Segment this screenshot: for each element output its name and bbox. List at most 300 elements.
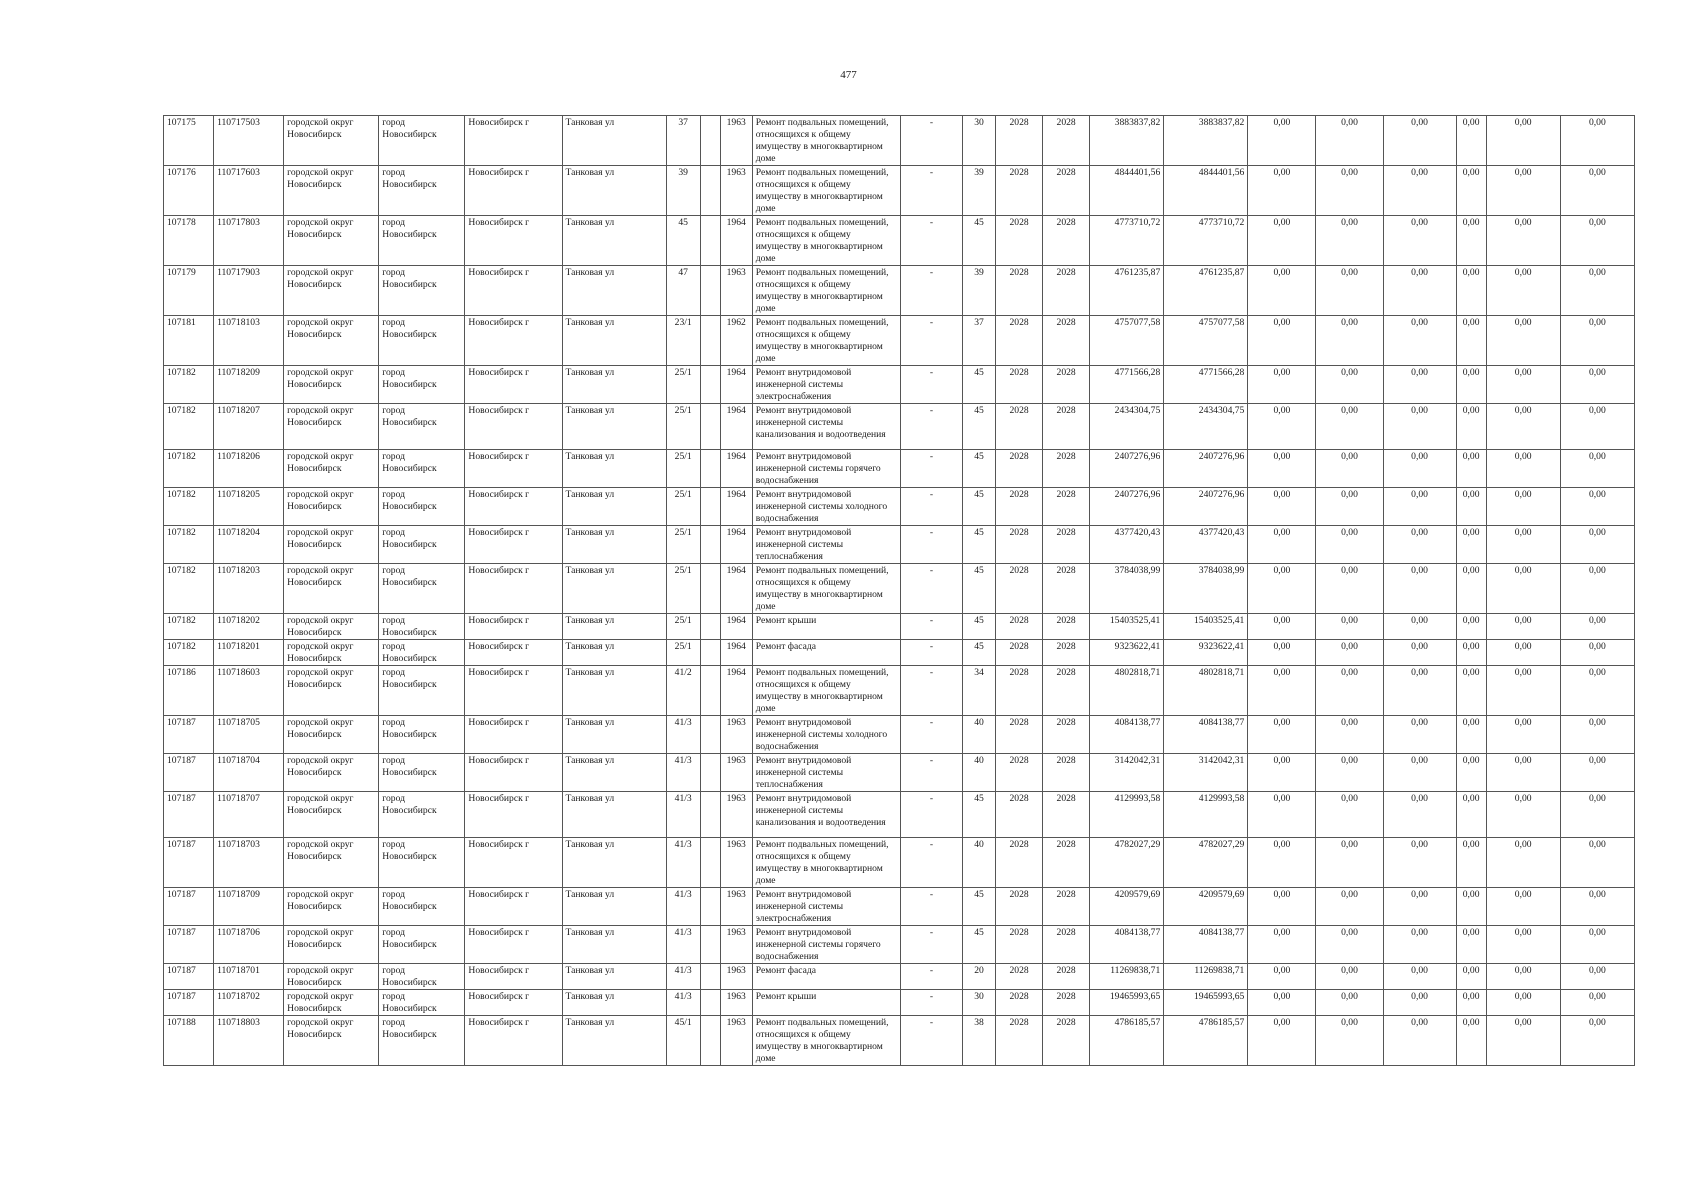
capital-repair-table [163, 115, 1635, 1066]
cell-building [700, 754, 720, 792]
cell-municipal-district: городской округ Новосибирск [284, 926, 379, 964]
cell-cost-regional: 0,00 [1316, 564, 1383, 614]
cell-cost-fund: 2407276,96 [1164, 450, 1248, 488]
cell-plan-year-start: 2028 [996, 316, 1043, 366]
cell-cost-owners: 0,00 [1486, 716, 1560, 754]
cell-cost-local: 0,00 [1383, 404, 1456, 450]
cell-work-id: 110718705 [214, 716, 284, 754]
cell-build-year: 1963 [720, 166, 752, 216]
cell-cost-fund: 4844401,56 [1164, 166, 1248, 216]
cell-locality: Новосибирск г [465, 838, 562, 888]
table-row [164, 754, 1635, 792]
cell-cost-fund: 4802818,71 [1164, 666, 1248, 716]
cell-wear-percent: 39 [963, 266, 996, 316]
cell-cost-fund: 4084138,77 [1164, 926, 1248, 964]
cell-cost-other: 0,00 [1456, 564, 1486, 614]
table-row [164, 404, 1635, 450]
cell-dash: - [900, 488, 962, 526]
cell-street: Танковая ул [562, 564, 666, 614]
cell-locality: Новосибирск г [465, 1016, 562, 1066]
cell-build-year: 1964 [720, 450, 752, 488]
cell-building [700, 964, 720, 990]
cell-dash: - [900, 754, 962, 792]
cell-plan-year-start: 2028 [996, 964, 1043, 990]
cell-cost-fund: 3883837,82 [1164, 116, 1248, 166]
table-row [164, 316, 1635, 366]
cell-building [700, 1016, 720, 1066]
cell-wear-percent: 37 [963, 316, 996, 366]
cell-cost-owners: 0,00 [1486, 964, 1560, 990]
cell-street: Танковая ул [562, 316, 666, 366]
cell-cost-other: 0,00 [1456, 116, 1486, 166]
cell-street: Танковая ул [562, 526, 666, 564]
cell-street: Танковая ул [562, 614, 666, 640]
table-row [164, 266, 1635, 316]
cell-plan-year-start: 2028 [996, 266, 1043, 316]
cell-dash: - [900, 166, 962, 216]
cell-cost-owners: 0,00 [1486, 116, 1560, 166]
cell-settlement: город Новосибирск [379, 316, 465, 366]
cell-cost-other: 0,00 [1456, 266, 1486, 316]
cell-cost-fund: 4129993,58 [1164, 792, 1248, 838]
cell-build-year: 1963 [720, 716, 752, 754]
cell-settlement: город Новосибирск [379, 614, 465, 640]
cell-dash: - [900, 216, 962, 266]
table-row [164, 366, 1635, 404]
cell-settlement: город Новосибирск [379, 1016, 465, 1066]
cell-cost-local: 0,00 [1383, 614, 1456, 640]
cell-street: Танковая ул [562, 716, 666, 754]
cell-building [700, 116, 720, 166]
cell-work-type: Ремонт внутридомовой инженерной системы канализования и водоотведения [752, 792, 900, 838]
cell-locality: Новосибирск г [465, 640, 562, 666]
cell-cost-local: 0,00 [1383, 564, 1456, 614]
cell-dash: - [900, 838, 962, 888]
cell-record-id: 107175 [164, 116, 214, 166]
cell-building [700, 526, 720, 564]
cell-plan-year-end: 2028 [1043, 990, 1090, 1016]
cell-plan-year-start: 2028 [996, 166, 1043, 216]
cell-cost-federal: 0,00 [1248, 716, 1316, 754]
cell-cost-local: 0,00 [1383, 754, 1456, 792]
cell-cost-local: 0,00 [1383, 926, 1456, 964]
cell-cost-regional: 0,00 [1316, 888, 1383, 926]
cell-cost-local: 0,00 [1383, 526, 1456, 564]
cell-cost-fund: 2434304,75 [1164, 404, 1248, 450]
cell-cost-total: 4802818,71 [1090, 666, 1164, 716]
cell-record-id: 107182 [164, 564, 214, 614]
cell-build-year: 1964 [720, 564, 752, 614]
cell-municipal-district: городской округ Новосибирск [284, 640, 379, 666]
cell-wear-percent: 45 [963, 614, 996, 640]
cell-cost-owners: 0,00 [1486, 1016, 1560, 1066]
cell-settlement: город Новосибирск [379, 666, 465, 716]
cell-building [700, 316, 720, 366]
table-row [164, 792, 1635, 838]
cell-work-id: 110718703 [214, 838, 284, 888]
cell-building [700, 266, 720, 316]
cell-municipal-district: городской округ Новосибирск [284, 564, 379, 614]
cell-work-id: 110718207 [214, 404, 284, 450]
cell-dash: - [900, 888, 962, 926]
cell-build-year: 1963 [720, 964, 752, 990]
cell-plan-year-start: 2028 [996, 754, 1043, 792]
cell-plan-year-end: 2028 [1043, 926, 1090, 964]
cell-municipal-district: городской округ Новосибирск [284, 488, 379, 526]
cell-house-number: 25/1 [666, 614, 700, 640]
cell-street: Танковая ул [562, 450, 666, 488]
cell-municipal-district: городской округ Новосибирск [284, 964, 379, 990]
cell-cost-local: 0,00 [1383, 316, 1456, 366]
cell-municipal-district: городской округ Новосибирск [284, 666, 379, 716]
table-row [164, 666, 1635, 716]
cell-cost-regional: 0,00 [1316, 316, 1383, 366]
cell-work-type: Ремонт внутридомовой инженерной системы электроснабжения [752, 888, 900, 926]
cell-street: Танковая ул [562, 666, 666, 716]
cell-cost-other: 0,00 [1456, 366, 1486, 404]
cell-locality: Новосибирск г [465, 792, 562, 838]
cell-plan-year-end: 2028 [1043, 838, 1090, 888]
cell-cost-local: 0,00 [1383, 216, 1456, 266]
cell-street: Танковая ул [562, 166, 666, 216]
cell-plan-year-end: 2028 [1043, 404, 1090, 450]
cell-cost-federal: 0,00 [1248, 404, 1316, 450]
cell-building [700, 888, 720, 926]
cell-work-type: Ремонт фасада [752, 640, 900, 666]
cell-settlement: город Новосибирск [379, 754, 465, 792]
cell-house-number: 41/3 [666, 990, 700, 1016]
cell-street: Танковая ул [562, 116, 666, 166]
cell-record-id: 107182 [164, 488, 214, 526]
cell-cost-extra: 0,00 [1560, 166, 1634, 216]
cell-locality: Новосибирск г [465, 754, 562, 792]
cell-locality: Новосибирск г [465, 666, 562, 716]
cell-work-id: 110718701 [214, 964, 284, 990]
cell-dash: - [900, 1016, 962, 1066]
cell-building [700, 166, 720, 216]
cell-build-year: 1964 [720, 666, 752, 716]
cell-plan-year-end: 2028 [1043, 366, 1090, 404]
cell-street: Танковая ул [562, 488, 666, 526]
cell-plan-year-end: 2028 [1043, 526, 1090, 564]
cell-record-id: 107182 [164, 450, 214, 488]
cell-cost-other: 0,00 [1456, 888, 1486, 926]
cell-plan-year-end: 2028 [1043, 266, 1090, 316]
cell-cost-fund: 4761235,87 [1164, 266, 1248, 316]
cell-cost-regional: 0,00 [1316, 404, 1383, 450]
cell-cost-owners: 0,00 [1486, 888, 1560, 926]
cell-wear-percent: 40 [963, 716, 996, 754]
cell-cost-regional: 0,00 [1316, 964, 1383, 990]
cell-cost-total: 15403525,41 [1090, 614, 1164, 640]
cell-build-year: 1963 [720, 1016, 752, 1066]
cell-house-number: 39 [666, 166, 700, 216]
cell-record-id: 107179 [164, 266, 214, 316]
cell-house-number: 25/1 [666, 488, 700, 526]
cell-plan-year-end: 2028 [1043, 564, 1090, 614]
cell-house-number: 45 [666, 216, 700, 266]
cell-wear-percent: 20 [963, 964, 996, 990]
cell-cost-local: 0,00 [1383, 964, 1456, 990]
cell-dash: - [900, 926, 962, 964]
cell-settlement: город Новосибирск [379, 716, 465, 754]
cell-cost-regional: 0,00 [1316, 526, 1383, 564]
cell-cost-other: 0,00 [1456, 404, 1486, 450]
cell-cost-federal: 0,00 [1248, 266, 1316, 316]
cell-cost-owners: 0,00 [1486, 754, 1560, 792]
cell-cost-other: 0,00 [1456, 792, 1486, 838]
cell-cost-total: 4761235,87 [1090, 266, 1164, 316]
cell-plan-year-start: 2028 [996, 614, 1043, 640]
cell-cost-regional: 0,00 [1316, 488, 1383, 526]
cell-house-number: 41/3 [666, 716, 700, 754]
cell-cost-owners: 0,00 [1486, 990, 1560, 1016]
cell-locality: Новосибирск г [465, 116, 562, 166]
cell-building [700, 614, 720, 640]
cell-work-type: Ремонт внутридомовой инженерной системы холодного водоснабжения [752, 488, 900, 526]
cell-locality: Новосибирск г [465, 316, 562, 366]
cell-build-year: 1964 [720, 614, 752, 640]
cell-cost-federal: 0,00 [1248, 1016, 1316, 1066]
cell-wear-percent: 30 [963, 116, 996, 166]
cell-dash: - [900, 116, 962, 166]
cell-cost-other: 0,00 [1456, 166, 1486, 216]
cell-plan-year-start: 2028 [996, 366, 1043, 404]
cell-cost-total: 3142042,31 [1090, 754, 1164, 792]
cell-plan-year-start: 2028 [996, 888, 1043, 926]
cell-cost-extra: 0,00 [1560, 488, 1634, 526]
cell-plan-year-start: 2028 [996, 838, 1043, 888]
cell-plan-year-end: 2028 [1043, 116, 1090, 166]
cell-cost-local: 0,00 [1383, 838, 1456, 888]
cell-record-id: 107187 [164, 716, 214, 754]
cell-work-type: Ремонт подвальных помещений, относящихся к общему имуществу в многоквартирном доме [752, 564, 900, 614]
cell-cost-total: 4786185,57 [1090, 1016, 1164, 1066]
cell-cost-regional: 0,00 [1316, 926, 1383, 964]
cell-cost-extra: 0,00 [1560, 838, 1634, 888]
cell-cost-owners: 0,00 [1486, 564, 1560, 614]
cell-cost-federal: 0,00 [1248, 888, 1316, 926]
cell-wear-percent: 45 [963, 216, 996, 266]
cell-record-id: 107188 [164, 1016, 214, 1066]
cell-wear-percent: 45 [963, 888, 996, 926]
cell-locality: Новосибирск г [465, 526, 562, 564]
cell-work-type: Ремонт внутридомовой инженерной системы горячего водоснабжения [752, 926, 900, 964]
cell-building [700, 404, 720, 450]
cell-settlement: город Новосибирск [379, 564, 465, 614]
cell-cost-local: 0,00 [1383, 366, 1456, 404]
cell-cost-federal: 0,00 [1248, 640, 1316, 666]
cell-build-year: 1962 [720, 316, 752, 366]
cell-cost-federal: 0,00 [1248, 216, 1316, 266]
cell-building [700, 564, 720, 614]
cell-cost-total: 19465993,65 [1090, 990, 1164, 1016]
cell-cost-total: 4771566,28 [1090, 366, 1164, 404]
cell-plan-year-start: 2028 [996, 216, 1043, 266]
cell-record-id: 107187 [164, 888, 214, 926]
cell-settlement: город Новосибирск [379, 166, 465, 216]
cell-cost-federal: 0,00 [1248, 964, 1316, 990]
cell-cost-regional: 0,00 [1316, 614, 1383, 640]
cell-house-number: 41/2 [666, 666, 700, 716]
cell-plan-year-end: 2028 [1043, 716, 1090, 754]
cell-plan-year-start: 2028 [996, 564, 1043, 614]
cell-cost-total: 4844401,56 [1090, 166, 1164, 216]
cell-cost-other: 0,00 [1456, 964, 1486, 990]
cell-cost-other: 0,00 [1456, 990, 1486, 1016]
cell-cost-regional: 0,00 [1316, 450, 1383, 488]
cell-wear-percent: 40 [963, 838, 996, 888]
cell-street: Танковая ул [562, 266, 666, 316]
cell-work-type: Ремонт фасада [752, 964, 900, 990]
cell-cost-local: 0,00 [1383, 488, 1456, 526]
cell-cost-extra: 0,00 [1560, 614, 1634, 640]
cell-plan-year-end: 2028 [1043, 666, 1090, 716]
table-row [164, 614, 1635, 640]
cell-wear-percent: 30 [963, 990, 996, 1016]
cell-house-number: 41/3 [666, 754, 700, 792]
cell-record-id: 107182 [164, 404, 214, 450]
cell-work-type: Ремонт крыши [752, 614, 900, 640]
cell-plan-year-start: 2028 [996, 640, 1043, 666]
cell-settlement: город Новосибирск [379, 488, 465, 526]
cell-house-number: 25/1 [666, 640, 700, 666]
cell-wear-percent: 45 [963, 450, 996, 488]
cell-cost-fund: 4377420,43 [1164, 526, 1248, 564]
cell-settlement: город Новосибирск [379, 792, 465, 838]
cell-build-year: 1964 [720, 366, 752, 404]
cell-building [700, 216, 720, 266]
cell-building [700, 838, 720, 888]
cell-house-number: 41/3 [666, 838, 700, 888]
cell-cost-total: 4773710,72 [1090, 216, 1164, 266]
cell-locality: Новосибирск г [465, 366, 562, 404]
cell-house-number: 41/3 [666, 926, 700, 964]
table-row [164, 1016, 1635, 1066]
cell-street: Танковая ул [562, 990, 666, 1016]
cell-work-id: 110718201 [214, 640, 284, 666]
cell-record-id: 107176 [164, 166, 214, 216]
cell-cost-total: 4084138,77 [1090, 926, 1164, 964]
cell-cost-local: 0,00 [1383, 166, 1456, 216]
cell-cost-extra: 0,00 [1560, 404, 1634, 450]
cell-plan-year-end: 2028 [1043, 792, 1090, 838]
cell-plan-year-end: 2028 [1043, 216, 1090, 266]
cell-municipal-district: городской округ Новосибирск [284, 116, 379, 166]
cell-work-type: Ремонт подвальных помещений, относящихся к общему имуществу в многоквартирном доме [752, 116, 900, 166]
cell-cost-extra: 0,00 [1560, 888, 1634, 926]
cell-build-year: 1963 [720, 116, 752, 166]
cell-cost-regional: 0,00 [1316, 716, 1383, 754]
cell-cost-fund: 3784038,99 [1164, 564, 1248, 614]
cell-cost-total: 2407276,96 [1090, 450, 1164, 488]
cell-work-type: Ремонт внутридомовой инженерной системы горячего водоснабжения [752, 450, 900, 488]
cell-cost-local: 0,00 [1383, 450, 1456, 488]
cell-settlement: город Новосибирск [379, 216, 465, 266]
cell-build-year: 1964 [720, 526, 752, 564]
table-row [164, 450, 1635, 488]
cell-record-id: 107187 [164, 792, 214, 838]
cell-plan-year-end: 2028 [1043, 450, 1090, 488]
cell-street: Танковая ул [562, 792, 666, 838]
cell-locality: Новосибирск г [465, 614, 562, 640]
cell-record-id: 107182 [164, 366, 214, 404]
cell-cost-fund: 4209579,69 [1164, 888, 1248, 926]
cell-settlement: город Новосибирск [379, 888, 465, 926]
cell-street: Танковая ул [562, 964, 666, 990]
cell-work-id: 110718204 [214, 526, 284, 564]
cell-dash: - [900, 666, 962, 716]
cell-locality: Новосибирск г [465, 990, 562, 1016]
cell-house-number: 25/1 [666, 404, 700, 450]
cell-work-type: Ремонт подвальных помещений, относящихся к общему имуществу в многоквартирном доме [752, 666, 900, 716]
cell-building [700, 666, 720, 716]
cell-cost-regional: 0,00 [1316, 838, 1383, 888]
cell-cost-other: 0,00 [1456, 526, 1486, 564]
cell-municipal-district: городской округ Новосибирск [284, 990, 379, 1016]
cell-building [700, 716, 720, 754]
cell-cost-regional: 0,00 [1316, 666, 1383, 716]
cell-cost-extra: 0,00 [1560, 964, 1634, 990]
table-row [164, 990, 1635, 1016]
cell-building [700, 990, 720, 1016]
cell-dash: - [900, 266, 962, 316]
cell-municipal-district: городской округ Новосибирск [284, 614, 379, 640]
cell-record-id: 107178 [164, 216, 214, 266]
cell-house-number: 25/1 [666, 366, 700, 404]
cell-cost-regional: 0,00 [1316, 754, 1383, 792]
cell-cost-federal: 0,00 [1248, 116, 1316, 166]
cell-cost-fund: 15403525,41 [1164, 614, 1248, 640]
table-row [164, 888, 1635, 926]
cell-cost-regional: 0,00 [1316, 990, 1383, 1016]
cell-house-number: 41/3 [666, 888, 700, 926]
cell-work-id: 110717903 [214, 266, 284, 316]
cell-municipal-district: городской округ Новосибирск [284, 316, 379, 366]
cell-locality: Новосибирск г [465, 926, 562, 964]
cell-building [700, 488, 720, 526]
cell-locality: Новосибирск г [465, 450, 562, 488]
cell-record-id: 107182 [164, 640, 214, 666]
cell-cost-fund: 3142042,31 [1164, 754, 1248, 792]
cell-build-year: 1964 [720, 404, 752, 450]
cell-street: Танковая ул [562, 640, 666, 666]
cell-street: Танковая ул [562, 926, 666, 964]
cell-work-type: Ремонт внутридомовой инженерной системы холодного водоснабжения [752, 716, 900, 754]
cell-settlement: город Новосибирск [379, 450, 465, 488]
cell-cost-owners: 0,00 [1486, 316, 1560, 366]
cell-cost-regional: 0,00 [1316, 266, 1383, 316]
cell-plan-year-start: 2028 [996, 450, 1043, 488]
cell-dash: - [900, 366, 962, 404]
cell-wear-percent: 45 [963, 564, 996, 614]
cell-work-type: Ремонт крыши [752, 990, 900, 1016]
cell-cost-owners: 0,00 [1486, 366, 1560, 404]
cell-dash: - [900, 614, 962, 640]
cell-record-id: 107182 [164, 526, 214, 564]
cell-municipal-district: городской округ Новосибирск [284, 888, 379, 926]
cell-cost-local: 0,00 [1383, 266, 1456, 316]
cell-record-id: 107187 [164, 964, 214, 990]
cell-cost-total: 4377420,43 [1090, 526, 1164, 564]
cell-dash: - [900, 792, 962, 838]
cell-build-year: 1963 [720, 888, 752, 926]
cell-work-type: Ремонт подвальных помещений, относящихся к общему имуществу в многоквартирном доме [752, 838, 900, 888]
cell-cost-regional: 0,00 [1316, 792, 1383, 838]
cell-locality: Новосибирск г [465, 216, 562, 266]
table-row [164, 838, 1635, 888]
cell-cost-owners: 0,00 [1486, 266, 1560, 316]
